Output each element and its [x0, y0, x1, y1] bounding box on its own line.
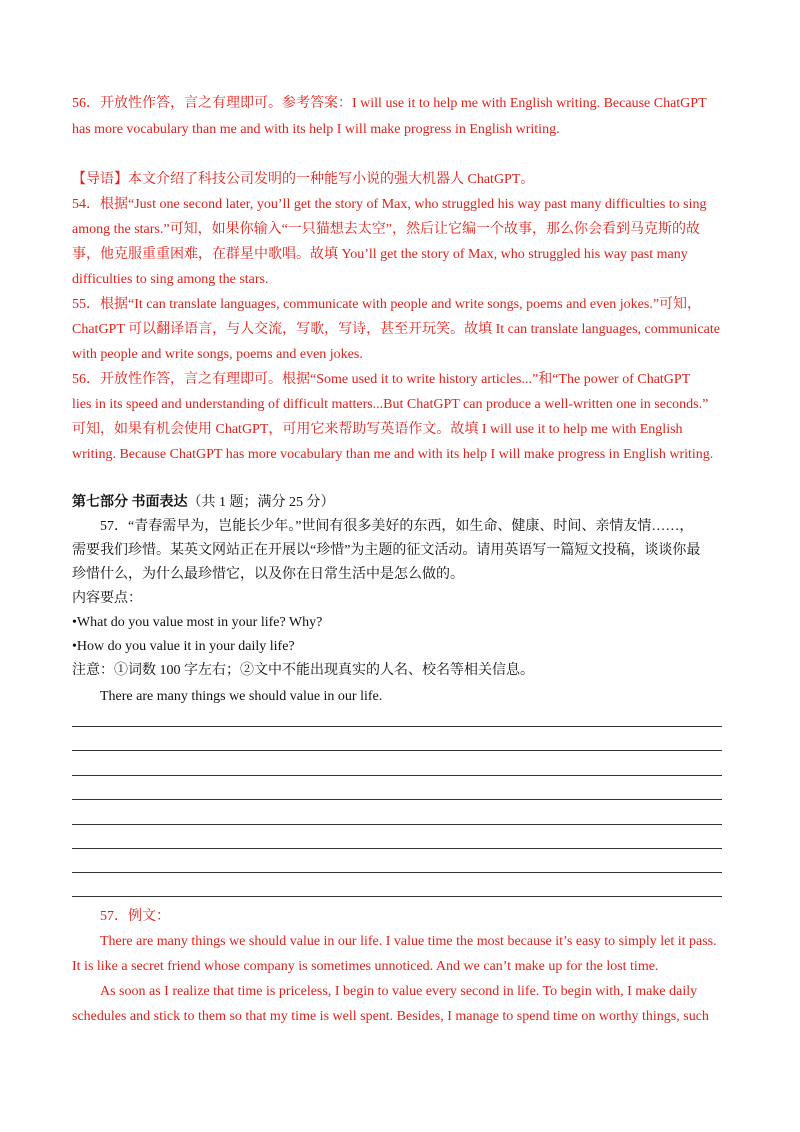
writing-line [72, 726, 722, 727]
content-points-label: 内容要点： [72, 591, 142, 606]
explanation-54-line-2: among the stars.”可知，如果你输入“一只猫想去太空”，然后让它编一个故事，那么你会看到马克斯的故 [72, 222, 701, 237]
answer-56-line-1: 56．开放性作答，言之有理即可。参考答案：I will use it to help me with English writing. Because ChatGPT [72, 96, 707, 111]
sample-p2-line-2: schedules and stick to them so that my time is well spent. Besides, I manage to spend time on worthy things, such [72, 1009, 709, 1024]
explanation-54-line-4: difficulties to sing among the stars. [72, 272, 269, 287]
sample-essay-label: 57．例文： [100, 909, 170, 924]
section-7-title: 第七部分 书面表达 [72, 495, 188, 510]
question-57-prompt-line-1: 57．“青春需早为，岂能长少年。”世间有很多美好的东西，如生命、健康、时间、亲情友情……， [100, 519, 694, 534]
explanation-55-line-1: 55．根据“It can translate languages, communicate with people and write songs, poems and even jokes.”可知， [72, 297, 702, 312]
sample-p1-line-1: There are many things we should value in our life. I value time the most because it’s easy to simply let it pass. [100, 934, 717, 949]
explanation-55-line-2: ChatGPT 可以翻译语言，与人交流，写歌，写诗，甚至开玩笑。故填 It can translate languages, communicate [72, 322, 720, 337]
writing-line [72, 824, 722, 825]
sample-p2-line-1: As soon as I realize that time is priceless, I begin to value every second in life. To begin with, I make daily [100, 984, 698, 999]
writing-note: 注意：①词数 100 字左右；②文中不能出现真实的人名、校名等相关信息。 [72, 663, 534, 678]
essay-starter: There are many things we should value in our life. [100, 689, 383, 704]
answer-56-line-2: has more vocabulary than me and with its help I will make progress in English writing. [72, 122, 560, 137]
question-57-prompt-line-2: 需要我们珍惜。某英文网站正在开展以“珍惜”为主题的征文活动。请用英语写一篇短文投稿，谈谈你最 [72, 543, 701, 558]
section-7-heading [72, 494, 732, 512]
writing-line [72, 872, 722, 873]
writing-line [72, 848, 722, 849]
writing-line [72, 750, 722, 751]
guide-intro: 【导语】本文介绍了科技公司发明的一种能写小说的强大机器人 ChatGPT。 [72, 172, 535, 187]
explanation-55-line-3: with people and write songs, poems and even jokes. [72, 347, 363, 362]
explanation-54-line-1: 54．根据“Just one second later, you’ll get the story of Max, who struggled his way past many difficulties to sing [72, 197, 707, 212]
explanation-56-line-1: 56．开放性作答，言之有理即可。根据“Some used it to write history articles...”和“The power of ChatGPT [72, 372, 691, 387]
writing-line [72, 799, 722, 800]
content-point-1: •What do you value most in your life? Why? [72, 615, 323, 630]
explanation-56-line-2: lies in its speed and understanding of difficult matters...But ChatGPT can produce a well-written one in seconds.” [72, 397, 709, 412]
explanation-54-line-3: 事，他克服重重困难，在群星中歌唱。故填 You’ll get the story of Max, who struggled his way past many [72, 247, 688, 262]
explanation-56-line-4: writing. Because ChatGPT has more vocabulary than me and with its help I will make progress in English writing. [72, 447, 714, 462]
section-7-score: （共 1 题；满分 25 分） [187, 495, 335, 510]
writing-line [72, 775, 722, 776]
explanation-56-line-3: 可知，如果有机会使用 ChatGPT，可用它来帮助写英语作文。故填 I will use it to help me with English [72, 422, 683, 437]
sample-p1-line-2: It is like a secret friend whose company is sometimes unnoticed. And we can’t make up for the lost time. [72, 959, 659, 974]
writing-line [72, 896, 722, 897]
content-point-2: •How do you value it in your daily life? [72, 639, 295, 654]
question-57-prompt-line-3: 珍惜什么，为什么最珍惜它，以及你在日常生活中是怎么做的。 [72, 567, 464, 582]
